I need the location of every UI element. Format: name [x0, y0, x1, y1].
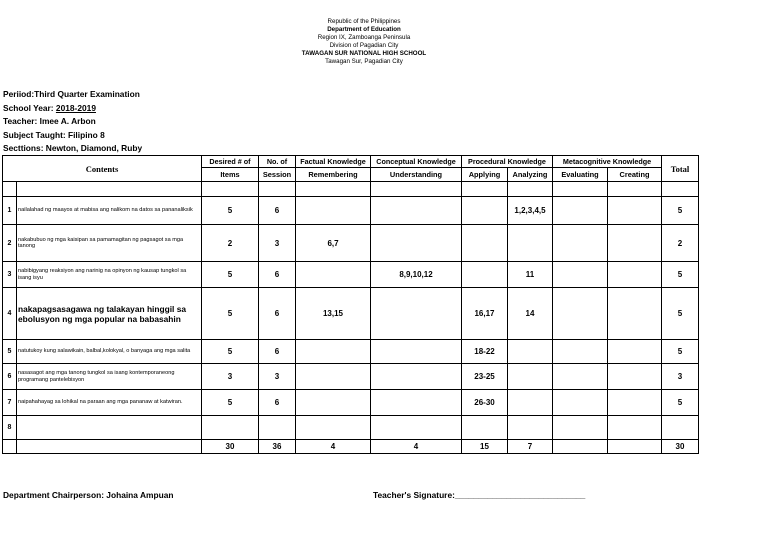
cell-items: 5: [202, 288, 259, 340]
total-items: 30: [202, 440, 259, 454]
cell-applying: 16,17: [462, 288, 508, 340]
cell-items: [202, 416, 259, 440]
cell-creating: [608, 416, 662, 440]
cell-session: 6: [259, 197, 296, 225]
row-number: 1: [3, 197, 17, 225]
total-total: 30: [662, 440, 699, 454]
evaluating-header: Evaluating: [553, 168, 608, 182]
factual-header: Factual Knowledge: [296, 156, 371, 168]
cell-evaluating: [553, 416, 608, 440]
chairperson-label: Department Chairperson: Johaina Ampuan: [3, 490, 174, 500]
table-row: [3, 340, 699, 364]
cell-session: 6: [259, 262, 296, 288]
row-content: [17, 416, 202, 440]
cell-session: 3: [259, 364, 296, 390]
table-row: [3, 262, 699, 288]
row-number: 4: [3, 288, 17, 340]
cell-applying: [462, 416, 508, 440]
department-line: Department of Education: [327, 26, 401, 33]
analyzing-header: Analyzing: [508, 168, 553, 182]
total-header: Total: [662, 156, 699, 182]
total-remembering: 4: [296, 440, 371, 454]
row-number: 3: [3, 262, 17, 288]
table-row: [3, 364, 699, 390]
cell-total: 3: [662, 364, 699, 390]
cell-applying: [462, 225, 508, 262]
row-number: 7: [3, 390, 17, 416]
total-analyzing: 7: [508, 440, 553, 454]
cell-items: 5: [202, 340, 259, 364]
cell-remembering: [296, 340, 371, 364]
cell-analyzing: 11: [508, 262, 553, 288]
cell-remembering: [296, 390, 371, 416]
cell-understanding: [371, 390, 462, 416]
session-header: Session: [259, 168, 296, 182]
table-row: [3, 416, 699, 440]
desired-header: Desired # of: [202, 156, 259, 168]
row-content: natutukoy kung salawikain, balbal,kolokyal, o banyaga ang mga salita: [17, 340, 202, 364]
signature-line: Teacher's Signature:____________________________: [373, 490, 586, 500]
cell-session: 6: [259, 288, 296, 340]
cell-remembering: [296, 416, 371, 440]
cell-creating: [608, 197, 662, 225]
sections-label: Secttions: Newton, Diamond, Ruby: [3, 143, 143, 153]
table-row: [3, 225, 699, 262]
cell-items: 5: [202, 262, 259, 288]
cell-total: 5: [662, 262, 699, 288]
cell-understanding: 8,9,10,12: [371, 262, 462, 288]
cell-items: 3: [202, 364, 259, 390]
cell-understanding: [371, 364, 462, 390]
row-number: 2: [3, 225, 17, 262]
school-year-row: [3, 102, 142, 116]
subject-label: Subject Taught: Filipino 8: [3, 129, 105, 140]
cell-items: 2: [202, 225, 259, 262]
total-understanding: 4: [371, 440, 462, 454]
cell-analyzing: [508, 390, 553, 416]
cell-creating: [608, 390, 662, 416]
cell-session: 3: [259, 225, 296, 262]
division-line: Division of Pagadian City: [329, 42, 399, 49]
cell-session: 6: [259, 390, 296, 416]
remembering-header: Remembering: [296, 168, 371, 182]
cell-total: 5: [662, 340, 699, 364]
cell-total: 5: [662, 390, 699, 416]
items-header: Items: [202, 168, 259, 182]
republic-line: Republic of the Philippines: [327, 18, 401, 25]
contents-header: Contents: [3, 156, 202, 182]
cell-creating: [608, 340, 662, 364]
table-row: [3, 197, 699, 225]
cell-remembering: 13,15: [296, 288, 371, 340]
cell-session: 6: [259, 340, 296, 364]
procedural-header: Procedural Knowledge: [462, 156, 553, 168]
row-content: nabibigyang reaksiyon ang narinig na opinyon ng kausap tungkol sa isang isyu: [17, 262, 202, 288]
spacer-row: [3, 182, 699, 197]
total-creating: [608, 440, 662, 454]
exam-details: [3, 88, 142, 156]
understanding-header: Understanding: [371, 168, 462, 182]
cell-applying: 18-22: [462, 340, 508, 364]
cell-understanding: [371, 197, 462, 225]
table-row: [3, 288, 699, 340]
teacher-label: Teacher: Imee A. Arbon: [3, 116, 96, 126]
row-content: nakabubuo ng mga kaisipan sa pamamagitan ng pagsagot sa mga tanong: [17, 225, 202, 262]
cell-evaluating: [553, 364, 608, 390]
cell-understanding: [371, 225, 462, 262]
cell-understanding: [371, 288, 462, 340]
row-content: nakapagsasagawa ng talakayan hinggil sa ebolusyon ng mga popular na babasahin: [17, 288, 202, 340]
no-of-header: No. of: [259, 156, 296, 168]
cell-evaluating: [553, 288, 608, 340]
cell-total: 5: [662, 288, 699, 340]
row-number: 6: [3, 364, 17, 390]
period-label: Periiod:Third Quarter Examination: [3, 89, 140, 99]
row-number: 5: [3, 340, 17, 364]
cell-session: [259, 416, 296, 440]
cell-evaluating: [553, 262, 608, 288]
cell-remembering: [296, 197, 371, 225]
cell-evaluating: [553, 197, 608, 225]
school-address: Tawagan Sur, Pagadian City: [325, 58, 403, 65]
applying-header: Applying: [462, 168, 508, 182]
cell-analyzing: [508, 225, 553, 262]
totals-row: [3, 440, 699, 454]
cell-applying: 26-30: [462, 390, 508, 416]
cell-evaluating: [553, 340, 608, 364]
cell-creating: [608, 288, 662, 340]
row-content: nasasagot ang mga tanong tungkol sa isang kontemporaneong programang pantelebisyon: [17, 364, 202, 390]
cell-evaluating: [553, 225, 608, 262]
cell-total: 2: [662, 225, 699, 262]
cell-analyzing: [508, 364, 553, 390]
cell-total: 5: [662, 197, 699, 225]
cell-remembering: 6,7: [296, 225, 371, 262]
metacognitive-header: Metacognitive Knowledge: [553, 156, 662, 168]
total-evaluating: [553, 440, 608, 454]
cell-applying: [462, 197, 508, 225]
cell-total: [662, 416, 699, 440]
cell-understanding: [371, 416, 462, 440]
cell-analyzing: [508, 340, 553, 364]
cell-remembering: [296, 364, 371, 390]
creating-header: Creating: [608, 168, 662, 182]
conceptual-header: Conceptual Knowledge: [371, 156, 462, 168]
cell-analyzing: 1,2,3,4,5: [508, 197, 553, 225]
cell-remembering: [296, 262, 371, 288]
cell-creating: [608, 364, 662, 390]
table-row: [3, 390, 699, 416]
school-year-label: School Year:: [3, 102, 56, 113]
cell-evaluating: [553, 390, 608, 416]
region-line: Region IX, Zamboanga Peninsula: [317, 34, 411, 41]
total-session: 36: [259, 440, 296, 454]
cell-creating: [608, 262, 662, 288]
cell-items: 5: [202, 197, 259, 225]
cell-analyzing: 14: [508, 288, 553, 340]
cell-applying: [462, 262, 508, 288]
cell-items: 5: [202, 390, 259, 416]
school-name: TAWAGAN SUR NATIONAL HIGH SCHOOL: [301, 50, 427, 57]
row-number: 8: [3, 416, 17, 440]
cell-analyzing: [508, 416, 553, 440]
cell-understanding: [371, 340, 462, 364]
table-of-specification: [2, 155, 699, 454]
document-header: [0, 18, 728, 66]
school-year-value: 2018-2019: [55, 102, 96, 113]
row-content: nailalahad ng maayos at mabisa ang nalikom na datos sa pananaliksik: [17, 197, 202, 225]
cell-creating: [608, 225, 662, 262]
cell-applying: 23-25: [462, 364, 508, 390]
row-content: naipahahayag sa lohikal na paraan ang mga pananaw at katwiran.: [17, 390, 202, 416]
total-applying: 15: [462, 440, 508, 454]
